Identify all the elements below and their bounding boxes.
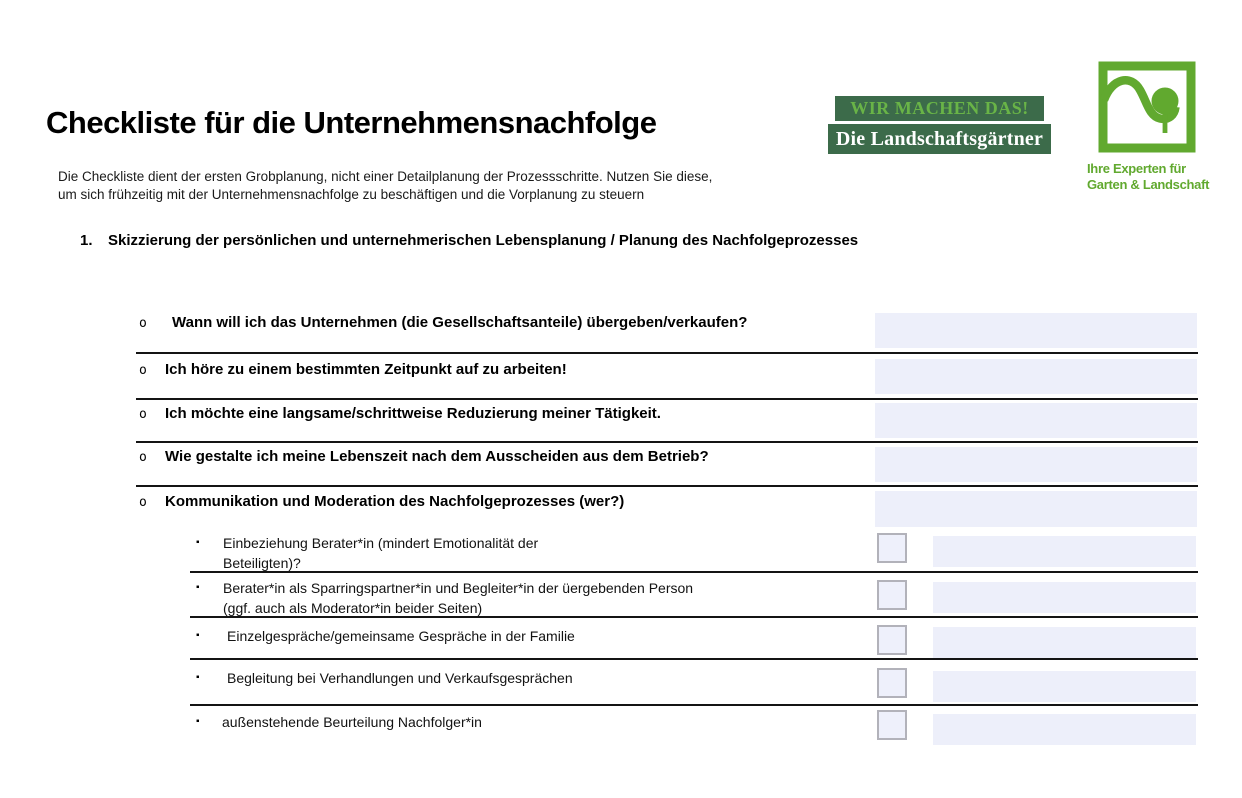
subitem-label-line1: Berater*in als Sparringspartner*in und Begleiter*in der üergebenden Person xyxy=(223,580,694,596)
checklist-item-label: Wann will ich das Unternehmen (die Gesellschaftsanteile) übergeben/verkaufen? xyxy=(172,314,748,331)
checklist-item-label: Ich höre zu einem bestimmten Zeitpunkt auf zu arbeiten! xyxy=(165,361,567,378)
response-field[interactable] xyxy=(875,359,1197,394)
row-divider xyxy=(136,352,1198,354)
checkbox[interactable] xyxy=(877,580,907,610)
page-title: Checkliste für die Unternehmensnachfolge xyxy=(46,105,657,140)
square-bullet-icon: ▪ xyxy=(196,716,200,727)
circle-bullet-icon: o xyxy=(139,407,147,422)
row-divider xyxy=(190,658,1198,660)
square-bullet-icon: ▪ xyxy=(196,672,200,683)
response-field[interactable] xyxy=(933,536,1196,567)
response-field[interactable] xyxy=(875,313,1197,348)
response-field[interactable] xyxy=(875,403,1197,438)
response-field[interactable] xyxy=(933,582,1196,613)
landschaftsgaertner-logo-icon xyxy=(1098,61,1196,153)
section-number: 1. xyxy=(80,232,93,249)
row-divider xyxy=(190,571,1198,573)
checklist-item-label: Ich möchte eine langsame/schrittweise Reduzierung meiner Tätigkeit. xyxy=(165,405,661,422)
square-bullet-icon: ▪ xyxy=(196,582,200,593)
brand-badge-bottom: Die Landschaftsgärtner xyxy=(828,124,1051,154)
page-subtitle-line2: um sich frühzeitig mit der Unternehmensnachfolge zu beschäftigen und die Vorplanung zu steuern xyxy=(58,187,645,202)
response-field[interactable] xyxy=(933,714,1196,745)
checkbox[interactable] xyxy=(877,668,907,698)
circle-bullet-icon: o xyxy=(139,495,147,510)
checklist-item-label: Kommunikation und Moderation des Nachfolgeprozesses (wer?) xyxy=(165,493,625,510)
logo-caption-line1: Ihre Experten für xyxy=(1087,161,1186,176)
subitem-label-line1: Einbeziehung Berater*in (mindert Emotionalität der xyxy=(223,535,539,551)
page-subtitle-line1: Die Checkliste dient der ersten Grobplanung, nicht einer Detailplanung der Prozessschritte. Nutzen Sie diese, xyxy=(58,169,713,184)
subitem-label-line2: Beteiligten)? xyxy=(223,555,301,571)
checkbox[interactable] xyxy=(877,625,907,655)
response-field[interactable] xyxy=(875,491,1197,527)
row-divider xyxy=(136,398,1198,400)
section-heading: Skizzierung der persönlichen und unternehmerischen Lebensplanung / Planung des Nachfolgeprozesses xyxy=(108,232,859,249)
subitem-label-line1: Begleitung bei Verhandlungen und Verkaufsgesprächen xyxy=(227,670,573,686)
response-field[interactable] xyxy=(933,671,1196,702)
subitem-label-line1: außenstehende Beurteilung Nachfolger*in xyxy=(222,714,482,730)
circle-bullet-icon: o xyxy=(139,316,147,331)
response-field[interactable] xyxy=(933,627,1196,658)
brand-badge-top: WIR MACHEN DAS! xyxy=(835,96,1044,121)
row-divider xyxy=(136,441,1198,443)
circle-bullet-icon: o xyxy=(139,363,147,378)
checkbox[interactable] xyxy=(877,710,907,740)
checkbox[interactable] xyxy=(877,533,907,563)
logo-caption-line2: Garten & Landschaft xyxy=(1087,177,1210,192)
checklist-item-label: Wie gestalte ich meine Lebenszeit nach dem Ausscheiden aus dem Betrieb? xyxy=(165,448,709,465)
row-divider xyxy=(190,616,1198,618)
square-bullet-icon: ▪ xyxy=(196,630,200,641)
square-bullet-icon: ▪ xyxy=(196,537,200,548)
row-divider xyxy=(136,485,1198,487)
subitem-label-line1: Einzelgespräche/gemeinsame Gespräche in der Familie xyxy=(227,628,575,644)
circle-bullet-icon: o xyxy=(139,450,147,465)
response-field[interactable] xyxy=(875,447,1197,482)
subitem-label-line2: (ggf. auch als Moderator*in beider Seiten) xyxy=(223,600,483,616)
row-divider xyxy=(190,704,1198,706)
